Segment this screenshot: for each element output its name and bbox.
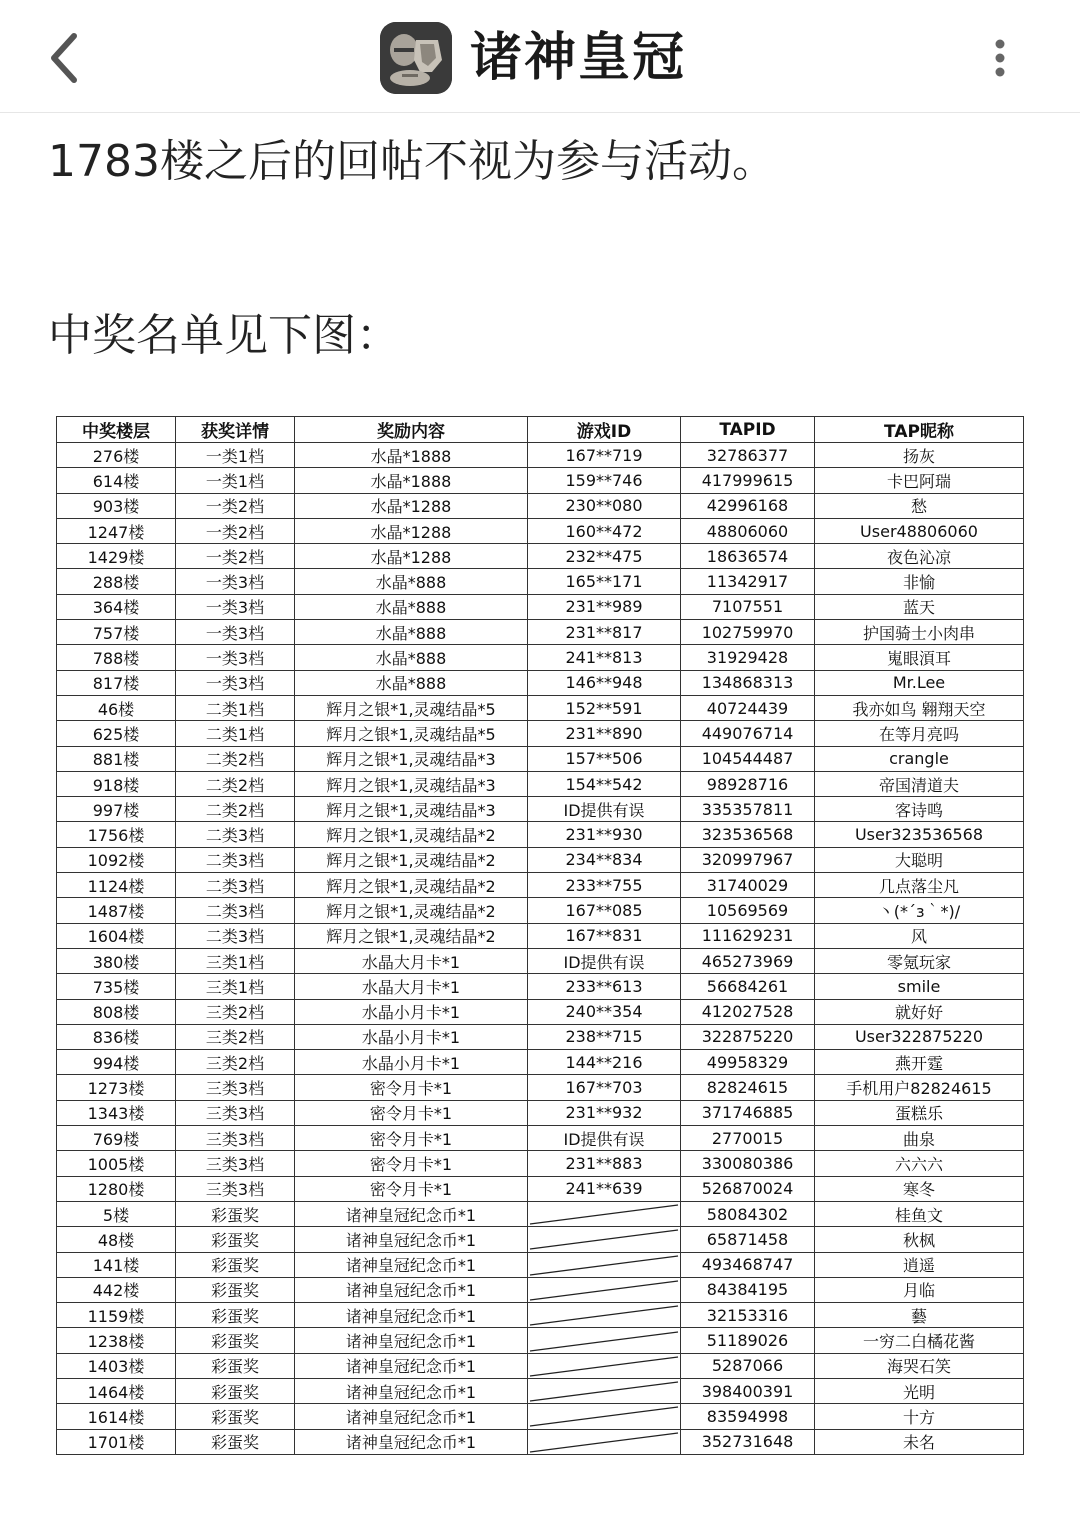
empty-cell-slash	[528, 1378, 681, 1403]
table-row	[57, 721, 1024, 746]
table-cell: 769楼	[57, 1126, 176, 1151]
table-cell: 二类2档	[176, 797, 295, 822]
post-paragraph: 中奖名单见下图：	[48, 310, 400, 361]
table-cell: 380楼	[57, 948, 176, 973]
table-cell: 月临	[815, 1277, 1024, 1302]
table-row	[57, 1024, 1024, 1049]
table-cell: crangle	[815, 746, 1024, 771]
table-cell: 42996168	[681, 493, 815, 518]
table-cell: 诸神皇冠纪念币*1	[295, 1277, 528, 1302]
table-cell: 144**216	[528, 1050, 681, 1075]
table-cell: smile	[815, 974, 1024, 999]
table-cell: 330080386	[681, 1151, 815, 1176]
table-cell: 三类3档	[176, 1075, 295, 1100]
table-cell: 240**354	[528, 999, 681, 1024]
table-cell: 彩蛋奖	[176, 1353, 295, 1378]
table-cell: 1701楼	[57, 1429, 176, 1454]
table-cell: 1614楼	[57, 1404, 176, 1429]
table-cell: 104544487	[681, 746, 815, 771]
table-cell: 藝	[815, 1303, 1024, 1328]
table-cell: 密令月卡*1	[295, 1100, 528, 1125]
empty-cell-slash	[528, 1353, 681, 1378]
table-cell: 在等月亮吗	[815, 721, 1024, 746]
table-cell: 扬灰	[815, 443, 1024, 468]
table-cell: 三类3档	[176, 1126, 295, 1151]
column-header: TAP昵称	[815, 417, 1024, 443]
table-cell: 辉月之银*1,灵魂结晶*5	[295, 721, 528, 746]
empty-cell-slash	[528, 1303, 681, 1328]
table-cell: User48806060	[815, 518, 1024, 543]
table-row	[57, 443, 1024, 468]
table-row	[57, 1429, 1024, 1454]
table-row	[57, 645, 1024, 670]
table-cell: 几点落尘凡	[815, 873, 1024, 898]
table-cell: 322875220	[681, 1024, 815, 1049]
table-cell: 桂鱼文	[815, 1201, 1024, 1226]
table-cell: 一类2档	[176, 493, 295, 518]
table-cell: 84384195	[681, 1277, 815, 1302]
table-cell: 丶(*´з｀*)/	[815, 898, 1024, 923]
column-header: TAPID	[681, 417, 815, 443]
table-cell: 三类3档	[176, 1100, 295, 1125]
table-cell: 彩蛋奖	[176, 1252, 295, 1277]
table-row	[57, 1378, 1024, 1403]
table-row	[57, 1100, 1024, 1125]
table-cell: 233**755	[528, 873, 681, 898]
chevron-left-icon[interactable]	[44, 28, 88, 88]
table-row	[57, 1328, 1024, 1353]
table-cell: 31740029	[681, 873, 815, 898]
table-cell: 1238楼	[57, 1328, 176, 1353]
table-cell: 320997967	[681, 847, 815, 872]
table-cell: 82824615	[681, 1075, 815, 1100]
table-cell: 1756楼	[57, 822, 176, 847]
table-cell: 1487楼	[57, 898, 176, 923]
more-vertical-icon[interactable]	[984, 36, 1016, 84]
table-cell: 231**817	[528, 620, 681, 645]
table-cell: 诸神皇冠纪念币*1	[295, 1201, 528, 1226]
table-cell: 234**834	[528, 847, 681, 872]
table-cell: 诸神皇冠纪念币*1	[295, 1328, 528, 1353]
table-row	[57, 1050, 1024, 1075]
table-cell: 曲泉	[815, 1126, 1024, 1151]
armor-icon	[380, 22, 452, 94]
table-cell: 323536568	[681, 822, 815, 847]
table-cell: 夜色沁凉	[815, 544, 1024, 569]
table-row	[57, 1404, 1024, 1429]
table-cell: 一类3档	[176, 645, 295, 670]
table-cell: 辉月之银*1,灵魂结晶*5	[295, 695, 528, 720]
table-cell: 51189026	[681, 1328, 815, 1353]
table-cell: 水晶*1288	[295, 544, 528, 569]
table-cell: 146**948	[528, 670, 681, 695]
table-cell: 辉月之银*1,灵魂结晶*3	[295, 746, 528, 771]
post-paragraph: 1783楼之后的回帖不视为参与活动。	[48, 136, 776, 187]
table-cell: 398400391	[681, 1378, 815, 1403]
table-cell: 彩蛋奖	[176, 1404, 295, 1429]
table-cell: 757楼	[57, 620, 176, 645]
table-cell: 三类1档	[176, 974, 295, 999]
table-row	[57, 620, 1024, 645]
table-cell: 808楼	[57, 999, 176, 1024]
table-row	[57, 1353, 1024, 1378]
table-cell: 辉月之银*1,灵魂结晶*3	[295, 797, 528, 822]
table-cell: 水晶*1888	[295, 443, 528, 468]
table-cell: 密令月卡*1	[295, 1176, 528, 1201]
table-cell: 辉月之银*1,灵魂结晶*2	[295, 898, 528, 923]
table-cell: 2770015	[681, 1126, 815, 1151]
table-cell: 231**890	[528, 721, 681, 746]
table-cell: 彩蛋奖	[176, 1201, 295, 1226]
empty-cell-slash	[528, 1429, 681, 1454]
table-cell: 零氪玩家	[815, 948, 1024, 973]
table-row	[57, 771, 1024, 796]
table-cell: 彩蛋奖	[176, 1378, 295, 1403]
table-row	[57, 1075, 1024, 1100]
table-cell: 非愉	[815, 569, 1024, 594]
table-cell: 寒冬	[815, 1176, 1024, 1201]
table-cell: 614楼	[57, 468, 176, 493]
table-cell: 水晶*1288	[295, 518, 528, 543]
table-cell: 一类1档	[176, 443, 295, 468]
table-cell: 167**719	[528, 443, 681, 468]
table-cell: 1159楼	[57, 1303, 176, 1328]
table-cell: 帝国清道夫	[815, 771, 1024, 796]
table-cell: 光明	[815, 1378, 1024, 1403]
table-cell: 412027528	[681, 999, 815, 1024]
table-row	[57, 923, 1024, 948]
winners-table	[56, 416, 1024, 1455]
table-row	[57, 948, 1024, 973]
table-cell: 371746885	[681, 1100, 815, 1125]
table-cell: 903楼	[57, 493, 176, 518]
table-row	[57, 873, 1024, 898]
table-row	[57, 1151, 1024, 1176]
table-cell: 三类1档	[176, 948, 295, 973]
table-cell: User322875220	[815, 1024, 1024, 1049]
table-cell: 5287066	[681, 1353, 815, 1378]
table-cell: 241**639	[528, 1176, 681, 1201]
table-cell: 水晶*888	[295, 620, 528, 645]
table-cell: 二类3档	[176, 898, 295, 923]
empty-cell-slash	[528, 1201, 681, 1226]
table-cell: 二类1档	[176, 695, 295, 720]
table-cell: 1280楼	[57, 1176, 176, 1201]
table-row	[57, 1201, 1024, 1226]
table-header-row	[57, 417, 1024, 443]
table-cell: 111629231	[681, 923, 815, 948]
table-cell: 水晶*1288	[295, 493, 528, 518]
table-row	[57, 670, 1024, 695]
table-cell: 7107551	[681, 594, 815, 619]
table-cell: 一类1档	[176, 468, 295, 493]
table-cell: 233**613	[528, 974, 681, 999]
table-cell: 48806060	[681, 518, 815, 543]
table-cell: 449076714	[681, 721, 815, 746]
table-row	[57, 468, 1024, 493]
table-cell: 秋枫	[815, 1227, 1024, 1252]
table-cell: 彩蛋奖	[176, 1227, 295, 1252]
table-row	[57, 493, 1024, 518]
table-cell: 134868313	[681, 670, 815, 695]
table-cell: 辉月之银*1,灵魂结晶*2	[295, 847, 528, 872]
table-cell: 335357811	[681, 797, 815, 822]
table-cell: 辉月之银*1,灵魂结晶*2	[295, 923, 528, 948]
table-cell: 241**813	[528, 645, 681, 670]
table-cell: 788楼	[57, 645, 176, 670]
table-cell: 嵬眼湏耳	[815, 645, 1024, 670]
table-cell: 彩蛋奖	[176, 1429, 295, 1454]
table-cell: 230**080	[528, 493, 681, 518]
table-cell: 密令月卡*1	[295, 1151, 528, 1176]
table-cell: 水晶*888	[295, 670, 528, 695]
table-cell: 诸神皇冠纪念币*1	[295, 1252, 528, 1277]
table-cell: 167**831	[528, 923, 681, 948]
empty-cell-slash	[528, 1328, 681, 1353]
app-logo	[380, 22, 452, 94]
table-cell: 卡巴阿瑞	[815, 468, 1024, 493]
winners-table-image[interactable]	[56, 416, 1024, 1455]
table-cell: 735楼	[57, 974, 176, 999]
table-cell: 1005楼	[57, 1151, 176, 1176]
table-cell: 一类3档	[176, 670, 295, 695]
table-cell: 二类3档	[176, 873, 295, 898]
table-cell: 诸神皇冠纪念币*1	[295, 1227, 528, 1252]
table-cell: 护国骑士小肉串	[815, 620, 1024, 645]
table-cell: 288楼	[57, 569, 176, 594]
table-cell: 159**746	[528, 468, 681, 493]
empty-cell-slash	[528, 1404, 681, 1429]
table-cell: 465273969	[681, 948, 815, 973]
table-cell: 就好好	[815, 999, 1024, 1024]
table-cell: 愁	[815, 493, 1024, 518]
table-cell: 40724439	[681, 695, 815, 720]
table-cell: 32153316	[681, 1303, 815, 1328]
table-cell: 48楼	[57, 1227, 176, 1252]
column-header: 游戏ID	[528, 417, 681, 443]
table-cell: 辉月之银*1,灵魂结晶*2	[295, 873, 528, 898]
table-cell: 未名	[815, 1429, 1024, 1454]
table-cell: 157**506	[528, 746, 681, 771]
table-cell: 881楼	[57, 746, 176, 771]
table-cell: 二类3档	[176, 822, 295, 847]
table-cell: 1092楼	[57, 847, 176, 872]
table-cell: 83594998	[681, 1404, 815, 1429]
table-cell: 一穷二白橘花酱	[815, 1328, 1024, 1353]
table-row	[57, 1227, 1024, 1252]
table-cell: 167**085	[528, 898, 681, 923]
table-row	[57, 1176, 1024, 1201]
table-cell: 160**472	[528, 518, 681, 543]
table-cell: 231**932	[528, 1100, 681, 1125]
table-row	[57, 695, 1024, 720]
table-row	[57, 518, 1024, 543]
table-cell: Mr.Lee	[815, 670, 1024, 695]
table-cell: 水晶大月卡*1	[295, 974, 528, 999]
table-cell: 辉月之银*1,灵魂结晶*3	[295, 771, 528, 796]
table-cell: 燕开霆	[815, 1050, 1024, 1075]
table-cell: 水晶*888	[295, 594, 528, 619]
top-bar	[0, 0, 1080, 113]
table-cell: 994楼	[57, 1050, 176, 1075]
table-row	[57, 1126, 1024, 1151]
table-cell: 蛋糕乐	[815, 1100, 1024, 1125]
table-cell: 46楼	[57, 695, 176, 720]
table-cell: 三类3档	[176, 1151, 295, 1176]
table-cell: 154**542	[528, 771, 681, 796]
table-cell: 十方	[815, 1404, 1024, 1429]
table-cell: ID提供有误	[528, 948, 681, 973]
table-cell: 1429楼	[57, 544, 176, 569]
table-cell: 六六六	[815, 1151, 1024, 1176]
table-row	[57, 544, 1024, 569]
table-cell: 三类2档	[176, 1050, 295, 1075]
table-cell: 密令月卡*1	[295, 1126, 528, 1151]
table-cell: 417999615	[681, 468, 815, 493]
table-cell: 三类2档	[176, 999, 295, 1024]
table-cell: 二类3档	[176, 847, 295, 872]
table-row	[57, 1303, 1024, 1328]
table-cell: 二类3档	[176, 923, 295, 948]
table-cell: 10569569	[681, 898, 815, 923]
table-cell: 231**883	[528, 1151, 681, 1176]
table-cell: 彩蛋奖	[176, 1328, 295, 1353]
table-cell: 二类2档	[176, 771, 295, 796]
table-cell: User323536568	[815, 822, 1024, 847]
table-row	[57, 797, 1024, 822]
table-cell: 一类3档	[176, 620, 295, 645]
table-cell: 二类2档	[176, 746, 295, 771]
table-cell: 三类3档	[176, 1176, 295, 1201]
table-cell: 56684261	[681, 974, 815, 999]
table-cell: 18636574	[681, 544, 815, 569]
table-cell: 1124楼	[57, 873, 176, 898]
table-cell: 逍遥	[815, 1252, 1024, 1277]
table-cell: 102759970	[681, 620, 815, 645]
empty-cell-slash	[528, 1277, 681, 1302]
table-cell: 526870024	[681, 1176, 815, 1201]
table-cell: 诸神皇冠纪念币*1	[295, 1404, 528, 1429]
table-row	[57, 594, 1024, 619]
table-cell: 诸神皇冠纪念币*1	[295, 1378, 528, 1403]
table-cell: 625楼	[57, 721, 176, 746]
table-cell: 918楼	[57, 771, 176, 796]
table-cell: 一类2档	[176, 518, 295, 543]
table-row	[57, 974, 1024, 999]
table-cell: 817楼	[57, 670, 176, 695]
table-cell: 水晶小月卡*1	[295, 1024, 528, 1049]
table-cell: 58084302	[681, 1201, 815, 1226]
table-cell: ID提供有误	[528, 1126, 681, 1151]
more-button[interactable]	[984, 36, 1016, 84]
table-cell: 密令月卡*1	[295, 1075, 528, 1100]
table-cell: 442楼	[57, 1277, 176, 1302]
table-cell: 352731648	[681, 1429, 815, 1454]
table-cell: 海哭石笑	[815, 1353, 1024, 1378]
table-row	[57, 1252, 1024, 1277]
back-button[interactable]	[44, 28, 88, 88]
table-cell: 水晶*1888	[295, 468, 528, 493]
table-cell: 1273楼	[57, 1075, 176, 1100]
table-cell: 彩蛋奖	[176, 1303, 295, 1328]
table-row	[57, 746, 1024, 771]
table-cell: 二类1档	[176, 721, 295, 746]
empty-cell-slash	[528, 1227, 681, 1252]
table-cell: 32786377	[681, 443, 815, 468]
table-cell: 客诗鸣	[815, 797, 1024, 822]
table-cell: 一类3档	[176, 569, 295, 594]
table-cell: 1403楼	[57, 1353, 176, 1378]
table-cell: 风	[815, 923, 1024, 948]
table-cell: 水晶大月卡*1	[295, 948, 528, 973]
table-row	[57, 898, 1024, 923]
table-cell: 三类2档	[176, 1024, 295, 1049]
table-cell: 诸神皇冠纪念币*1	[295, 1353, 528, 1378]
table-cell: 98928716	[681, 771, 815, 796]
table-cell: 65871458	[681, 1227, 815, 1252]
table-cell: 49958329	[681, 1050, 815, 1075]
table-cell: 31929428	[681, 645, 815, 670]
column-header: 获奖详情	[176, 417, 295, 443]
table-cell: 水晶*888	[295, 645, 528, 670]
table-row	[57, 1277, 1024, 1302]
table-cell: 167**703	[528, 1075, 681, 1100]
table-cell: 彩蛋奖	[176, 1277, 295, 1302]
table-cell: 997楼	[57, 797, 176, 822]
table-cell: 141楼	[57, 1252, 176, 1277]
column-header: 奖励内容	[295, 417, 528, 443]
table-row	[57, 569, 1024, 594]
table-cell: 5楼	[57, 1201, 176, 1226]
table-cell: 11342917	[681, 569, 815, 594]
table-cell: 276楼	[57, 443, 176, 468]
table-row	[57, 847, 1024, 872]
table-cell: 辉月之银*1,灵魂结晶*2	[295, 822, 528, 847]
table-cell: 493468747	[681, 1252, 815, 1277]
table-cell: 165**171	[528, 569, 681, 594]
table-cell: 231**930	[528, 822, 681, 847]
table-cell: 蓝天	[815, 594, 1024, 619]
table-cell: 836楼	[57, 1024, 176, 1049]
table-cell: 诸神皇冠纪念币*1	[295, 1303, 528, 1328]
table-cell: 364楼	[57, 594, 176, 619]
column-header: 中奖楼层	[57, 417, 176, 443]
table-cell: 水晶小月卡*1	[295, 999, 528, 1024]
table-cell: 1464楼	[57, 1378, 176, 1403]
empty-cell-slash	[528, 1252, 681, 1277]
table-row	[57, 822, 1024, 847]
table-cell: 诸神皇冠纪念币*1	[295, 1429, 528, 1454]
table-cell: 水晶*888	[295, 569, 528, 594]
page-title: 诸神皇冠	[470, 28, 687, 88]
table-cell: 1343楼	[57, 1100, 176, 1125]
table-cell: ID提供有误	[528, 797, 681, 822]
table-cell: 大聪明	[815, 847, 1024, 872]
table-cell: 1604楼	[57, 923, 176, 948]
table-row	[57, 999, 1024, 1024]
table-cell: 一类3档	[176, 594, 295, 619]
table-cell: 水晶小月卡*1	[295, 1050, 528, 1075]
table-cell: 232**475	[528, 544, 681, 569]
table-cell: 152**591	[528, 695, 681, 720]
table-cell: 231**989	[528, 594, 681, 619]
table-cell: 1247楼	[57, 518, 176, 543]
table-cell: 手机用户82824615	[815, 1075, 1024, 1100]
table-cell: 我亦如鸟 翱翔天空	[815, 695, 1024, 720]
table-cell: 238**715	[528, 1024, 681, 1049]
table-cell: 一类2档	[176, 544, 295, 569]
